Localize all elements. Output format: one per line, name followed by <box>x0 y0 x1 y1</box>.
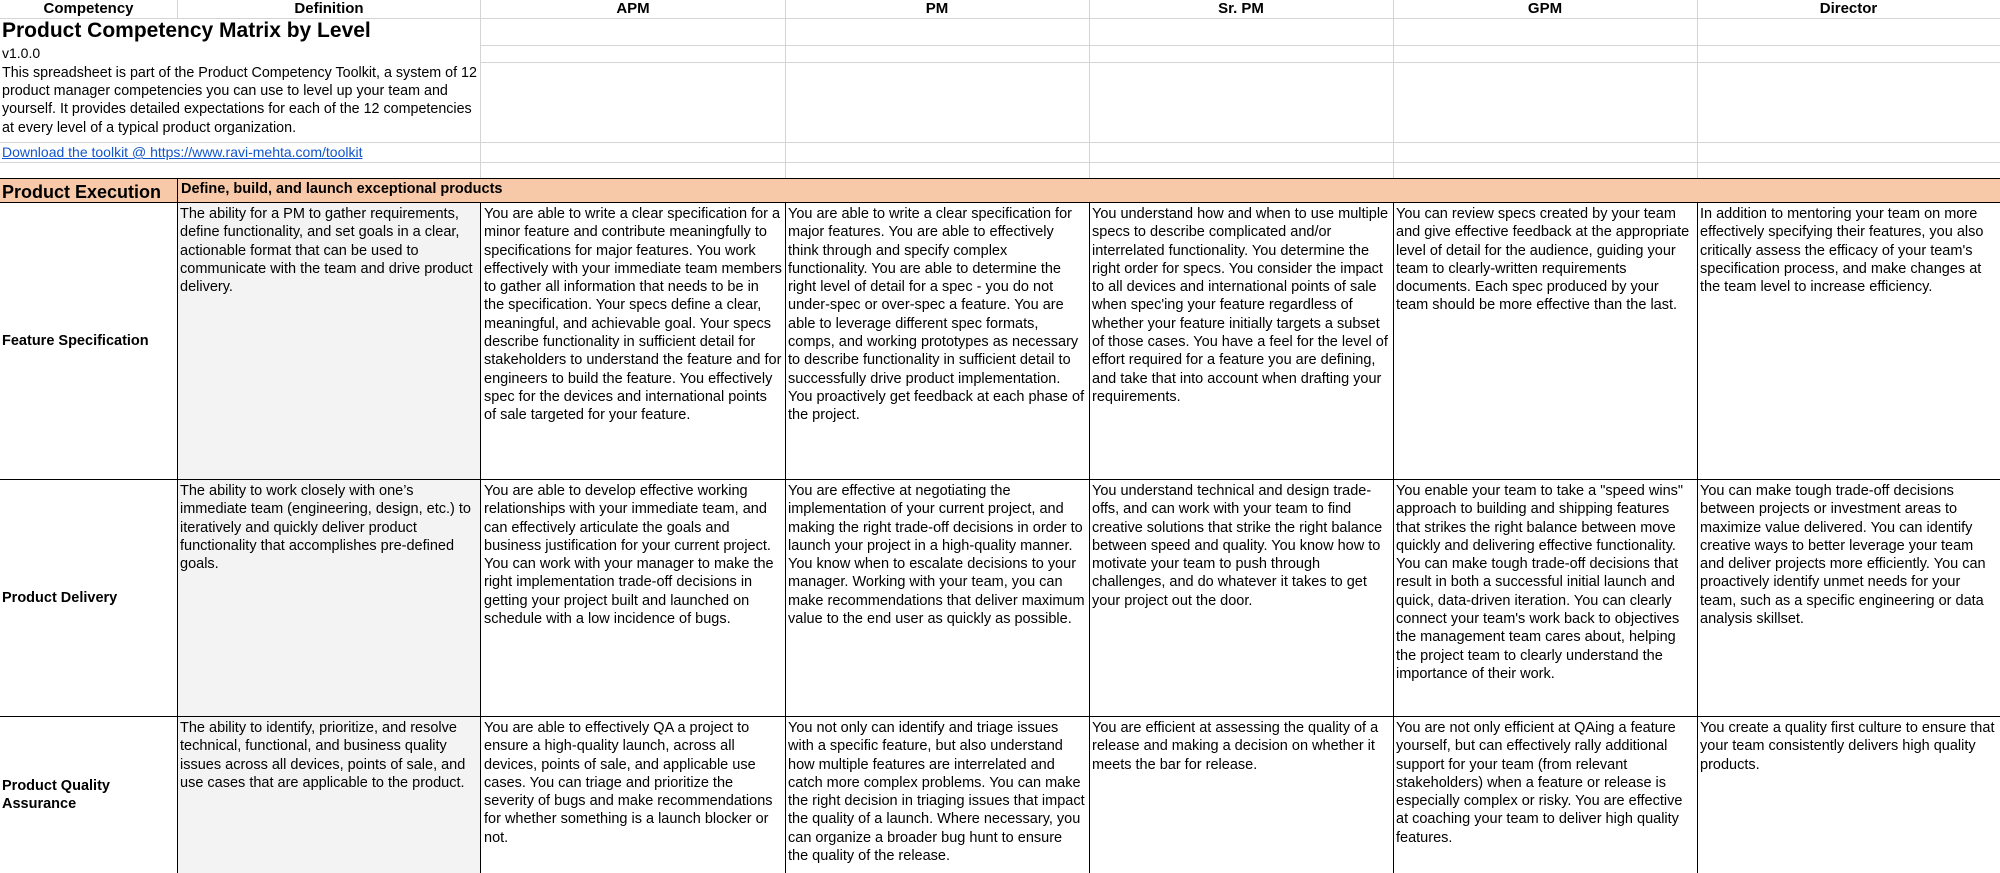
director-cell[interactable]: You can make tough trade-off decisions between projects or investment areas to maximize value delivered. You can identify creative ways to better leverage your team and deliver projects more efficiently. You can proactively identify unmet needs for your team, such as a specific engineering or data analysis skillset. <box>1700 483 1986 628</box>
pm-cell[interactable]: You are effective at negotiating the implementation of your current project, and making the right trade-off decisions in order to launch your project in a high-quality manner. You know when to escalate decisions to your manager. Working with your team, you can make recommendations that deliver maximum value to the end user as quickly as possible. <box>788 483 1085 628</box>
director-cell[interactable]: You create a quality first culture to ensure that your team consistently delivers high quality products. <box>1700 720 1995 773</box>
column-header-director[interactable]: Director <box>1819 0 1878 17</box>
competency-feature-specification[interactable]: Feature Specification <box>2 333 149 349</box>
column-header-pm[interactable]: PM <box>925 0 949 17</box>
border <box>1697 203 1698 873</box>
definition-cell[interactable]: The ability for a PM to gather requirements, define functionality, and set goals in a clear, actionable format that can be used to communicate with the team and drive product delivery. <box>177 203 481 479</box>
director-cell[interactable]: In addition to mentoring your team on more effectively specifying their features, you also critically assess the efficacy of your team's specification process, and make changes at the team level to increase efficiency. <box>1700 206 1984 296</box>
border <box>0 479 2000 480</box>
column-header-definition[interactable]: Definition <box>294 0 364 17</box>
border <box>480 203 481 873</box>
gridline <box>0 142 2000 143</box>
intro-description[interactable]: This spreadsheet is part of the Product Competency Toolkit, a system of 12 product manager competencies you can use to level up your team and yourself. It provides detailed expectations for each of the 12 competencies at every level of a typical product organization. <box>2 65 477 136</box>
border <box>0 178 2000 179</box>
definition-cell[interactable]: The ability to identify, prioritize, and resolve technical, functional, and business quality issues across all devices, points of sale, and use cases that are applicable to the product. <box>177 717 481 873</box>
competency-product-delivery[interactable]: Product Delivery <box>2 590 118 606</box>
column-header-competency[interactable]: Competency <box>43 0 134 17</box>
apm-cell[interactable]: You are able to develop effective working relationships with your immediate team, and can effectively articulate the goals and business justification for your current project. You can work with your manager to make the right implementation trade-off decisions in getting your project built and launched on schedule with a low incidence of bugs. <box>484 483 774 628</box>
gridline <box>1089 0 1090 178</box>
gridline <box>1393 0 1394 178</box>
pm-cell[interactable]: You are able to write a clear specification for major features. You are able to effectively think through and specify complex functionality. You are able to determine the right level of detail for a spec - you do not under-spec or over-spec a feature. You are able to leverage different spec formats, comps, and working prototypes as necessary to describe functionality in sufficient detail to successfully drive product implementation. You proactively get feedback at each phase of the project. <box>788 206 1085 424</box>
apm-cell[interactable]: You are able to effectively QA a project to ensure a high-quality launch, across all devices, points of sale, and applicable use cases. You can triage and prioritize the severity of bugs and make recommendations for whether something is a launch blocker or not. <box>484 720 773 846</box>
gpm-cell[interactable]: You enable your team to take a "speed wins" approach to building and shipping features that strikes the right balance between move quickly and delivering effective functionality. You can make tough trade-off decisions that result in both a successful initial launch and quick, data-driven iteration. You can clearly connect your team's work back to objectives the management team cares about, helping the project team to clearly understand the importance of their work. <box>1396 483 1684 682</box>
definition-cell[interactable]: The ability to work closely with one’s immediate team (engineering, design, etc.) to iteratively and quickly deliver product functionality that accomplishes pre-defined goals. <box>177 480 481 716</box>
section-name[interactable]: Product Execution <box>2 182 162 202</box>
gridline <box>177 0 178 18</box>
gridline <box>481 45 2000 46</box>
apm-cell[interactable]: You are able to write a clear specification for a minor feature and contribute meaningfully to specifications for major features. You work effectively with your immediate team members to gather all information that needs to be in the specification. Your specs define a clear, meaningful, and achievable goal. Your specs describe functionality in sufficient detail for stakeholders to understand the feature and for engineers to build the feature. You effectively spec for the devices and international points of sale targeted for your feature. <box>484 206 782 424</box>
border <box>0 716 2000 717</box>
section-tagline[interactable]: Define, build, and launch exceptional products <box>181 181 503 197</box>
column-header-sr-pm[interactable]: Sr. PM <box>1218 0 1264 17</box>
gridline <box>785 0 786 178</box>
gpm-cell[interactable]: You are not only efficient at QAing a feature yourself, but can effectively rally additional support for your team (from relevant stakeholders) when a feature or release is especially complex or risky. You are effective at coaching your team to deliver high quality features. <box>1396 720 1683 846</box>
sheet-title[interactable]: Product Competency Matrix by Level <box>2 19 371 42</box>
border <box>1089 203 1090 873</box>
border <box>785 203 786 873</box>
competency-product-quality-assurance[interactable]: Product Quality Assurance <box>2 778 110 812</box>
column-header-apm[interactable]: APM <box>616 0 650 17</box>
border <box>177 179 178 873</box>
gridline <box>0 18 2000 19</box>
gridline <box>481 62 2000 63</box>
sr-pm-cell[interactable]: You understand how and when to use multiple specs to describe complicated and/or interrelated functionality. You determine the right order for specs. You consider the impact to all devices and international points of sale when spec'ing your feature regardless of whether your feature initially targets a subset of those cases. You have a feel for the level of effort required for a feature you are defining, and take that into account when drafting your requirements. <box>1092 206 1389 405</box>
border <box>0 202 2000 203</box>
border <box>1393 203 1394 873</box>
gridline <box>480 0 481 178</box>
sr-pm-cell[interactable]: You understand technical and design trade-offs, and can work with your team to find creative solutions that strike the right balance between speed and quality. You know how to motivate your team to push through challenges, and do whatever it takes to get your project out the door. <box>1092 483 1383 609</box>
sr-pm-cell[interactable]: You are efficient at assessing the quality of a release and making a decision on whether it meets the bar for release. <box>1092 720 1379 773</box>
toolkit-download-link[interactable]: Download the toolkit @ https://www.ravi-mehta.com/toolkit <box>2 144 363 160</box>
gridline <box>1697 0 1698 178</box>
gridline <box>0 162 2000 163</box>
gpm-cell[interactable]: You can review specs created by your team and give effective feedback at the appropriate level of detail for the audience, guiding your team to clearly-written requirements documents. Each spec produced by your team should be more effective than the last. <box>1396 206 1690 314</box>
pm-cell[interactable]: You not only can identify and triage issues with a specific feature, but also understand how multiple features are interrelated and catch more complex problems. You can make the right decision in triaging issues that impact the quality of a launch. Where necessary, you can organize a broader bug hunt to ensure the quality of the release. <box>788 720 1085 865</box>
column-header-gpm[interactable]: GPM <box>1527 0 1563 17</box>
version-label[interactable]: v1.0.0 <box>2 45 41 61</box>
